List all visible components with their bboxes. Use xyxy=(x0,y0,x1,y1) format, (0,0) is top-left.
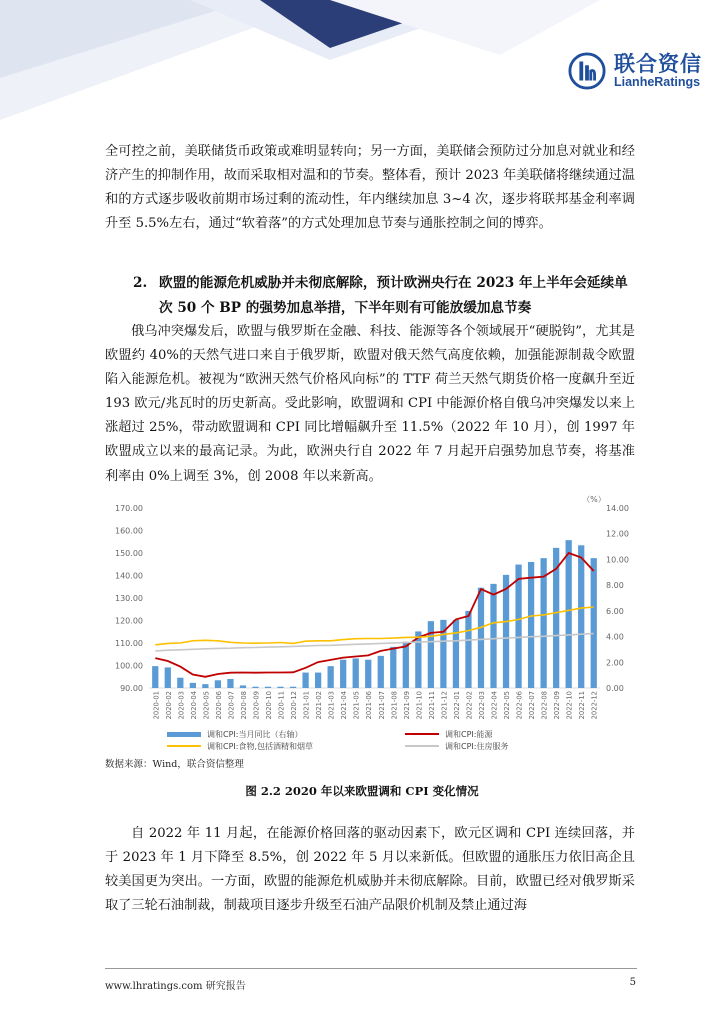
x-axis-tick-label: 2020-09 xyxy=(252,691,261,720)
bar-cpi-yoy xyxy=(566,540,572,688)
legend-label: 调和CPI:能源 xyxy=(445,730,493,739)
x-axis-tick-label: 2020-06 xyxy=(214,691,223,720)
bar-cpi-yoy xyxy=(290,687,296,688)
bar-cpi-yoy xyxy=(328,666,334,688)
bar-cpi-yoy xyxy=(165,667,171,688)
left-axis-tick-label: 90.00 xyxy=(120,684,143,693)
bar-cpi-yoy xyxy=(315,673,321,688)
right-axis-tick-label: 4.00 xyxy=(606,632,624,642)
left-axis-tick-label: 110.00 xyxy=(115,639,143,648)
x-axis-tick-label: 2020-11 xyxy=(277,691,286,720)
right-axis-tick-label: 8.00 xyxy=(606,581,624,591)
legend-swatch-bar xyxy=(167,732,201,737)
bar-cpi-yoy xyxy=(265,687,271,688)
left-axis-tick-label: 120.00 xyxy=(115,616,143,626)
legend-label: 调和CPI:食物,包括酒精和烟草 xyxy=(207,742,314,751)
x-axis-tick-label: 2020-03 xyxy=(177,691,186,720)
x-axis-tick-label: 2020-04 xyxy=(189,691,198,720)
x-axis-tick-label: 2021-04 xyxy=(340,691,349,720)
x-axis-tick-label: 2022-12 xyxy=(590,691,599,720)
line-energy xyxy=(155,553,593,677)
logo-chinese: 联合资信 xyxy=(614,52,702,76)
x-axis-tick-label: 2022-07 xyxy=(528,691,537,720)
x-axis-tick-label: 2021-01 xyxy=(302,691,311,720)
x-axis-tick-label: 2022-04 xyxy=(490,691,499,720)
x-axis-tick-label: 2020-07 xyxy=(227,691,236,720)
x-axis-tick-label: 2021-05 xyxy=(352,691,361,720)
left-axis-tick-label: 170.00 xyxy=(115,504,143,513)
paragraph-3: 自 2022 年 11 月起，在能源价格回落的驱动因素下，欧元区调和 CPI 连续回落，并于 2023 年 1 月下降至 8.5%，创 2022 年 5 月以来新低。但欧盟的通胀压力依旧高企且较美国更为突出。一方面，欧盟的能源危机威胁并未彻底解除。目前，欧盟已经对俄罗斯采取了三轮石油制裁，制裁项目逐步升级至石油产品限价机制及禁止通过海 xyxy=(105,826,635,914)
right-axis-tick-label: 14.00 xyxy=(606,504,629,513)
section-heading-2 xyxy=(135,271,635,320)
bar-cpi-yoy xyxy=(403,642,409,688)
footer-divider xyxy=(105,968,637,969)
x-axis-tick-label: 2022-08 xyxy=(540,691,549,720)
x-axis-tick-label: 2020-01 xyxy=(152,691,161,720)
bar-cpi-yoy xyxy=(591,558,597,688)
bar-cpi-yoy xyxy=(365,660,371,688)
x-axis-tick-label: 2022-06 xyxy=(515,691,524,720)
legend-label: 调和CPI:当月同比（右轴） xyxy=(207,730,303,739)
x-axis-tick-label: 2020-08 xyxy=(239,691,248,720)
bar-cpi-yoy xyxy=(428,621,434,688)
right-axis-tick-label: 6.00 xyxy=(606,606,624,616)
bar-cpi-yoy xyxy=(528,562,534,688)
x-axis-tick-label: 2021-11 xyxy=(427,691,436,720)
footer-website: www.lhratings.com 研究报告 xyxy=(105,981,246,992)
bar-cpi-yoy xyxy=(515,565,521,688)
bar-cpi-yoy xyxy=(340,660,346,688)
x-axis-tick-label: 2020-10 xyxy=(265,691,274,720)
lianhe-logo-icon xyxy=(568,52,606,90)
x-axis-tick-label: 2021-10 xyxy=(415,691,424,720)
x-axis-tick-label: 2022-09 xyxy=(553,691,562,720)
right-axis-tick-label: 12.00 xyxy=(606,529,629,539)
x-axis-tick-label: 2021-08 xyxy=(390,691,399,720)
x-axis-tick-label: 2021-02 xyxy=(315,691,324,720)
x-axis-tick-label: 2022-05 xyxy=(503,691,512,720)
data-source: 数据来源：Wind，联合资信整理 xyxy=(105,759,244,770)
bar-cpi-yoy xyxy=(152,666,158,688)
bar-cpi-yoy xyxy=(453,620,459,688)
x-axis-tick-label: 2021-07 xyxy=(377,691,386,720)
x-axis-tick-label: 2020-05 xyxy=(202,691,211,720)
bar-cpi-yoy xyxy=(465,611,471,688)
figure-caption: 图 2.2 2020 年以来欧盟调和 CPI 变化情况 xyxy=(245,784,479,798)
bar-cpi-yoy xyxy=(302,673,308,688)
bar-cpi-yoy xyxy=(202,684,208,688)
bar-cpi-yoy xyxy=(390,647,396,688)
line-housing xyxy=(155,634,593,651)
bar-cpi-yoy xyxy=(177,678,183,688)
x-axis-tick-label: 2022-01 xyxy=(452,691,461,720)
x-axis-tick-label: 2022-03 xyxy=(477,691,486,720)
bar-cpi-yoy xyxy=(277,687,283,688)
x-axis-tick-label: 2020-02 xyxy=(164,691,173,720)
bar-cpi-yoy xyxy=(252,687,258,688)
x-axis-tick-label: 2020-12 xyxy=(290,691,299,720)
left-axis-tick-label: 160.00 xyxy=(115,526,143,536)
x-axis-tick-label: 2021-03 xyxy=(327,691,336,720)
bar-cpi-yoy xyxy=(490,584,496,688)
eu-cpi-chart xyxy=(105,494,635,756)
paragraph-1: 全可控之前，美联储货币政策或难明显转向；另一方面，美联储会预防过分加息对就业和经济产生的抑制作用，故而采取相对温和的节奏。整体看，预计 2023 年美联储将继续通过温和的方式逐步吸收前期市场过剩的流动性，年内继续加息 3~4 次，逐步将联邦基金利率调升至 5.5%左右，通过“软着落”的方式处理加息节奏与通胀控制之间的博弈。 xyxy=(105,144,635,232)
legend-label: 调和CPI:住房服务 xyxy=(445,742,509,751)
left-axis-tick-label: 100.00 xyxy=(115,661,143,671)
bar-cpi-yoy xyxy=(503,575,509,688)
bar-cpi-yoy xyxy=(240,685,246,688)
bar-cpi-yoy xyxy=(215,680,221,688)
left-axis-tick-label: 140.00 xyxy=(115,571,143,581)
bar-cpi-yoy xyxy=(190,683,196,688)
left-axis-tick-label: 130.00 xyxy=(115,594,143,603)
heading-text: 欧盟的能源危机威胁并未彻底解除，预计欧洲央行在 2023 年上半年会延续单次 50 个 BP 的强势加息举措，下半年则有可能放缓加息节奏 xyxy=(159,275,628,316)
bar-cpi-yoy xyxy=(478,588,484,688)
page-number: 5 xyxy=(629,977,636,988)
paragraph-2: 俄乌冲突爆发后，欧盟与俄罗斯在金融、科技、能源等各个领域展开“硬脱钩”，尤其是欧盟约 40%的天然气进口来自于俄罗斯，欧盟对俄天然气高度依赖，加强能源制裁令欧盟陷入能源危机。被视为“欧洲天然气价格风向标”的 TTF 荷兰天然气期货价格一度飙升至近 193 欧元/兆瓦时的历史新高。受此影响，欧盟调和 CPI 中能源价格自俄乌冲突爆发以来上涨超过 25%，带动欧盟调和 CPI 同比增幅飙升至 11.5%（2022 年 10 月），创 1997 年欧盟成立以来的最高记录。为此，欧洲央行自 2022 年 7 月起开启强势加息节奏，将基准利率由 0%上调至 3%，创 2008 年以来新高。 xyxy=(105,324,635,484)
left-axis-tick-label: 150.00 xyxy=(115,549,143,558)
x-axis-tick-label: 2022-11 xyxy=(578,691,587,720)
heading-number: 2. xyxy=(133,275,148,291)
x-axis-tick-label: 2021-09 xyxy=(402,691,411,720)
right-axis-tick-label: 10.00 xyxy=(606,555,629,565)
line-food xyxy=(155,607,593,645)
bar-cpi-yoy xyxy=(578,545,584,688)
x-axis-tick-label: 2022-02 xyxy=(465,691,474,720)
bar-cpi-yoy xyxy=(353,658,359,688)
bar-cpi-yoy xyxy=(227,679,233,688)
logo-english: LianheRatings xyxy=(614,75,701,89)
company-logo xyxy=(568,52,702,90)
x-axis-tick-label: 2022-10 xyxy=(565,691,574,720)
x-axis-tick-label: 2021-06 xyxy=(365,691,374,720)
right-axis-tick-label: 0.00 xyxy=(606,684,624,693)
x-axis-tick-label: 2021-12 xyxy=(440,691,449,720)
bar-cpi-yoy xyxy=(378,656,384,688)
right-axis-unit: （%） xyxy=(582,495,606,504)
right-axis-tick-label: 2.00 xyxy=(606,658,624,668)
